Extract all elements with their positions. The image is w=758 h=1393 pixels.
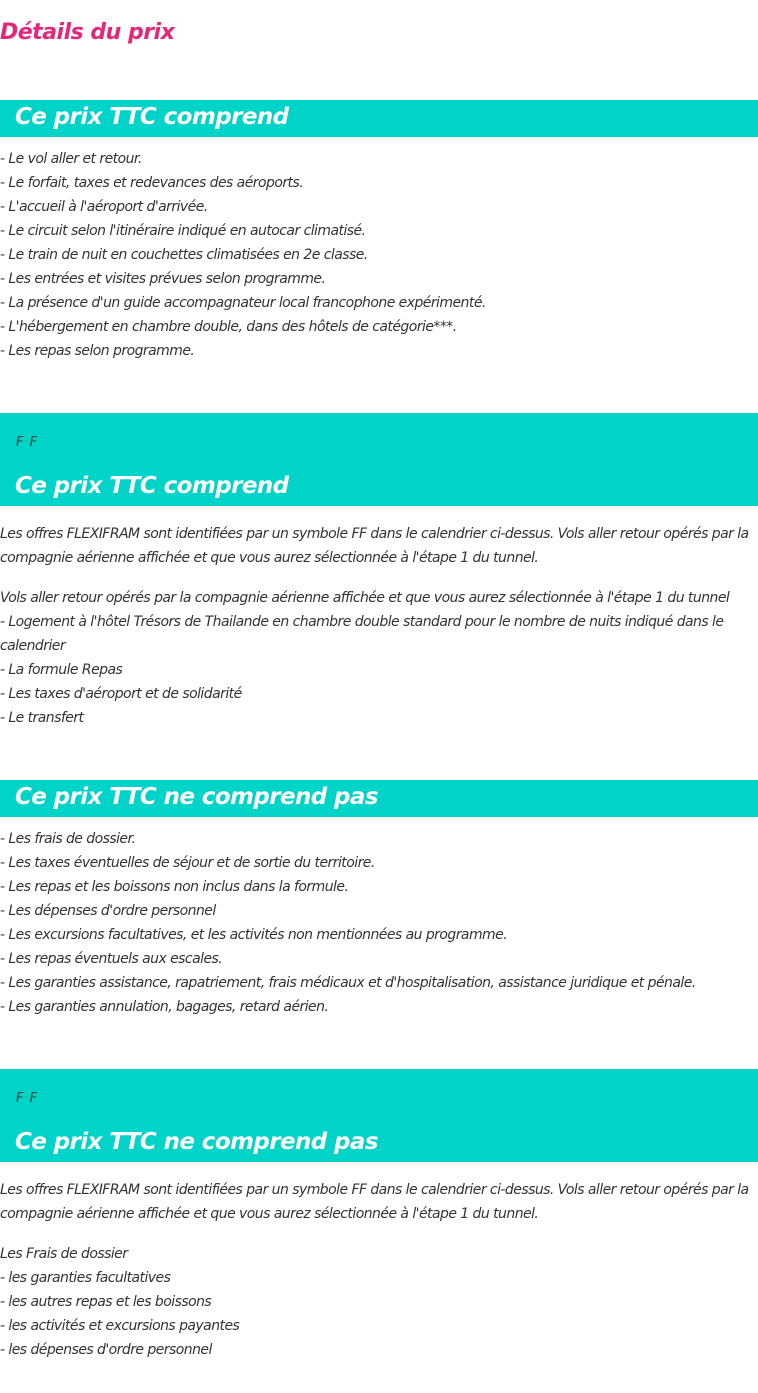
list-item: - Les repas éventuels aux escales. <box>0 951 223 967</box>
page-title: Détails du prix <box>0 20 175 45</box>
list-item: - les autres repas et les boissons <box>0 1294 212 1310</box>
list-item: Vols aller retour opérés par la compagnie aérienne affichée et que vous aurez sélectionnée à l'étape 1 du tunnel <box>0 590 730 606</box>
list-item: - Le train de nuit en couchettes climatisées en 2e classe. <box>0 247 368 263</box>
list-item: - Les taxes éventuelles de séjour et de sortie du territoire. <box>0 855 375 871</box>
list-item: - Les garanties annulation, bagages, retard aérien. <box>0 999 329 1015</box>
list-item: - Les frais de dossier. <box>0 831 136 847</box>
section-header-not-included <box>0 780 758 817</box>
list-item: - Logement à l'hôtel Trésors de Thailande en chambre double standard pour le nombre de nuits indiqué dans le <box>0 614 724 630</box>
section-header-ff-not-included <box>0 1069 758 1162</box>
section-heading: Ce prix TTC ne comprend pas <box>15 1129 378 1155</box>
intro-line: compagnie aérienne affichée et que vous aurez sélectionnée à l'étape 1 du tunnel. <box>0 1206 539 1222</box>
intro-line: Les offres FLEXIFRAM sont identifiées par un symbole FF dans le calendrier ci-dessus. Vols aller retour opérés par la <box>0 1182 749 1198</box>
list-item: - les dépenses d'ordre personnel <box>0 1342 212 1358</box>
list-item: - les activités et excursions payantes <box>0 1318 240 1334</box>
list-item: - La présence d'un guide accompagnateur local francophone expérimenté. <box>0 295 486 311</box>
section-heading: Ce prix TTC comprend <box>15 104 289 130</box>
list-item: - Les entrées et visites prévues selon programme. <box>0 271 326 287</box>
ff-included-intro <box>0 522 752 570</box>
ff-included-list <box>0 586 752 730</box>
list-item: - L'hébergement en chambre double, dans des hôtels de catégorie***. <box>0 319 457 335</box>
section-header-included <box>0 100 758 137</box>
list-item: - Les dépenses d'ordre personnel <box>0 903 216 919</box>
flexifram-tag: F F <box>16 1091 39 1106</box>
list-item: - Le vol aller et retour. <box>0 151 142 167</box>
list-item: - Le circuit selon l'itinéraire indiqué en autocar climatisé. <box>0 223 366 239</box>
section-heading: Ce prix TTC comprend <box>15 473 289 499</box>
list-item: - Le forfait, taxes et redevances des aéroports. <box>0 175 304 191</box>
not-included-list <box>0 827 752 1019</box>
section-heading: Ce prix TTC ne comprend pas <box>15 784 378 810</box>
list-item: - La formule Repas <box>0 662 123 678</box>
list-item: - les garanties facultatives <box>0 1270 171 1286</box>
section-header-ff-included <box>0 413 758 506</box>
list-item: - Les repas et les boissons non inclus dans la formule. <box>0 879 349 895</box>
flexifram-tag: F F <box>16 435 39 450</box>
list-item: Les Frais de dossier <box>0 1246 128 1262</box>
list-item: calendrier <box>0 638 66 654</box>
list-item: - L'accueil à l'aéroport d'arrivée. <box>0 199 208 215</box>
included-list <box>0 147 752 363</box>
list-item: - Les garanties assistance, rapatriement, frais médicaux et d'hospitalisation, assistance juridique et pénale. <box>0 975 696 991</box>
ff-not-included-intro <box>0 1178 752 1226</box>
list-item: - Les repas selon programme. <box>0 343 195 359</box>
list-item: - Le transfert <box>0 710 84 726</box>
list-item: - Les excursions facultatives, et les activités non mentionnées au programme. <box>0 927 508 943</box>
intro-line: Les offres FLEXIFRAM sont identifiées par un symbole FF dans le calendrier ci-dessus. Vols aller retour opérés par la <box>0 526 749 542</box>
list-item: - Les taxes d'aéroport et de solidarité <box>0 686 242 702</box>
ff-not-included-list <box>0 1242 752 1362</box>
intro-line: compagnie aérienne affichée et que vous aurez sélectionnée à l'étape 1 du tunnel. <box>0 550 539 566</box>
